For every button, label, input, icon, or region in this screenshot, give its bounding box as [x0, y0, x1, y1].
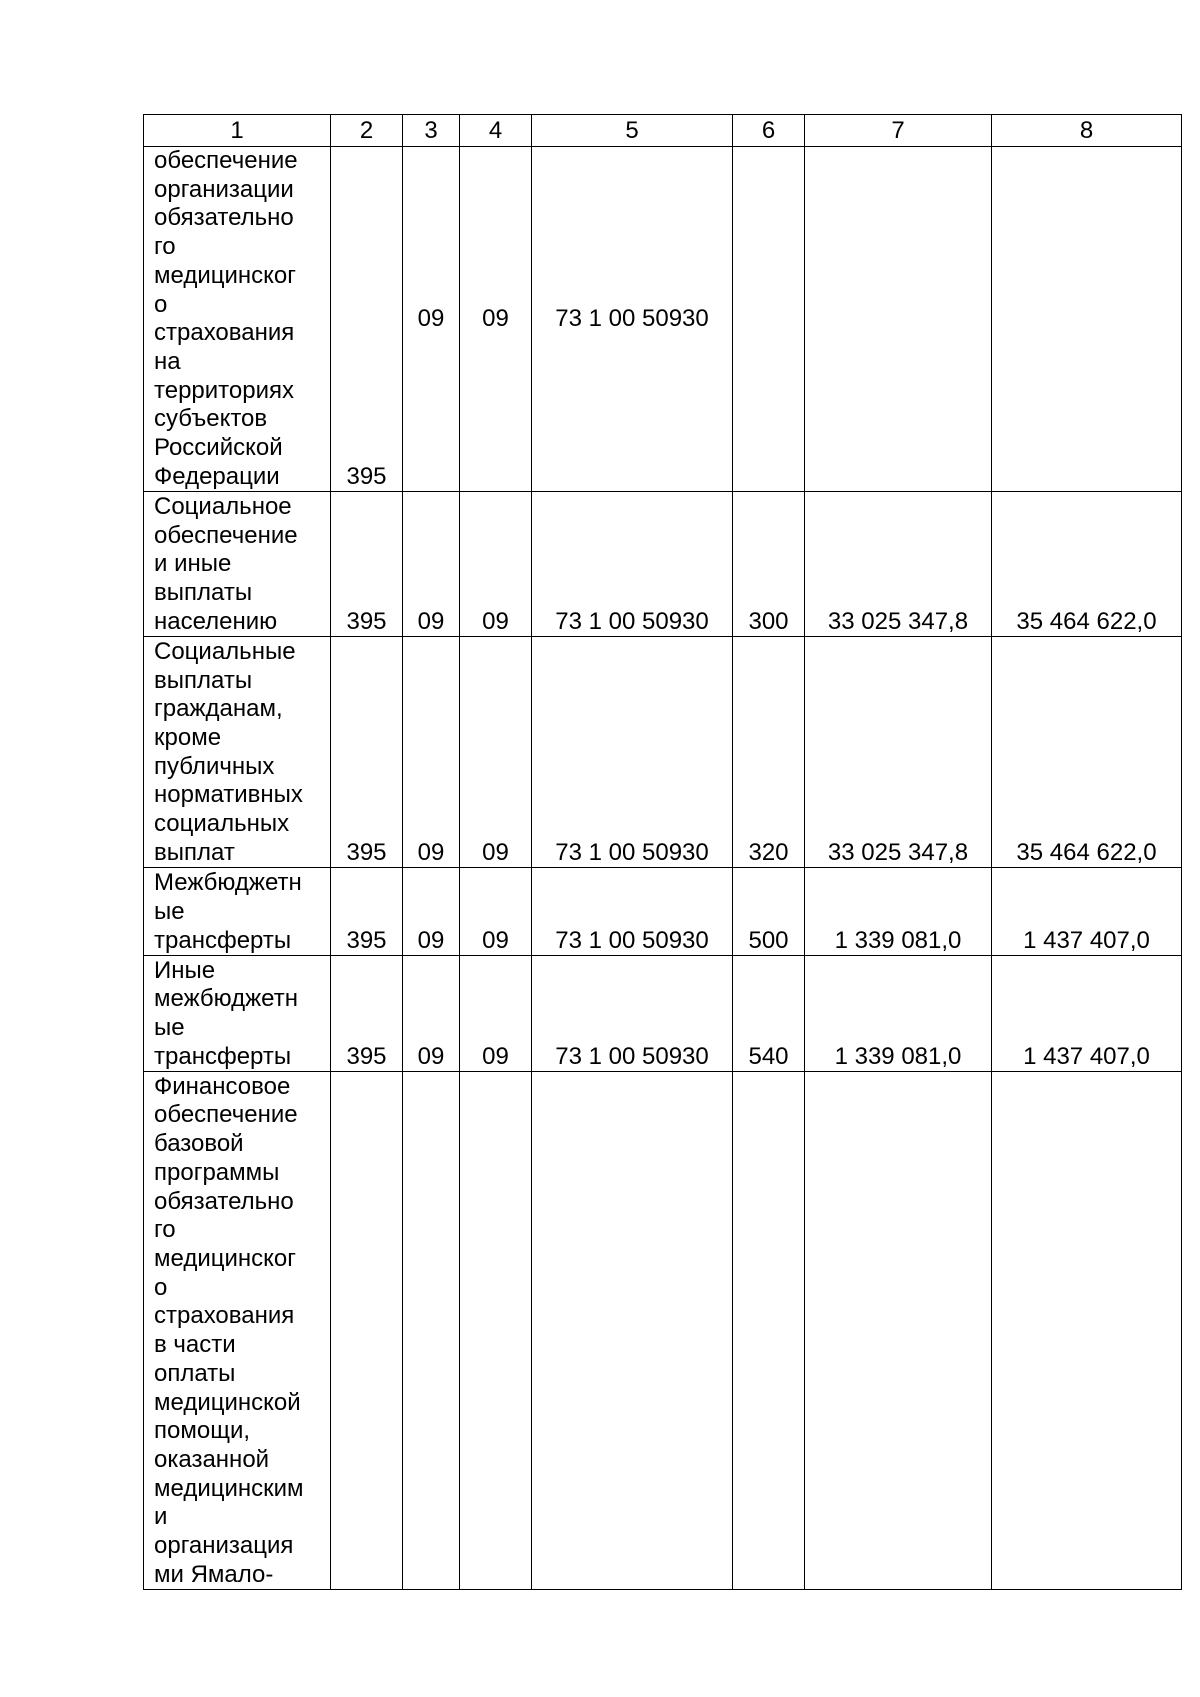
- section-cell: 09: [403, 868, 460, 956]
- table-row: [144, 1072, 1182, 1590]
- row-name-cell: Социальные выплаты гражданам, кроме публичных нормативных социальных выплат: [144, 637, 331, 868]
- expense-type-cell: 300: [733, 492, 805, 637]
- amount-cell: 1 339 081,0: [805, 956, 992, 1072]
- amount-cell: [805, 1072, 992, 1590]
- section-cell: 09: [403, 492, 460, 637]
- table-row: [144, 637, 1182, 868]
- section-cell: 09: [403, 147, 460, 492]
- target-article-cell: [532, 1072, 733, 1590]
- amount-cell: 1 437 407,0: [992, 868, 1182, 956]
- amount-cell: 35 464 622,0: [992, 492, 1182, 637]
- header-cell: 2: [331, 115, 403, 147]
- row-name-cell: обеспечение организации обязательно го медицинског о страхования на территориях субъектов Российской Федерации: [144, 147, 331, 492]
- header-cell: 3: [403, 115, 460, 147]
- header-row: [144, 115, 1182, 147]
- header-cell: 6: [733, 115, 805, 147]
- table-row: [144, 492, 1182, 637]
- target-article-cell: 73 1 00 50930: [532, 868, 733, 956]
- header-cell: 1: [144, 115, 331, 147]
- target-article-cell: 73 1 00 50930: [532, 637, 733, 868]
- amount-cell: 1 437 407,0: [992, 956, 1182, 1072]
- target-article-cell: 73 1 00 50930: [532, 147, 733, 492]
- code-cell: 395: [331, 147, 403, 492]
- table-row: [144, 147, 1182, 492]
- code-cell: 395: [331, 868, 403, 956]
- expense-type-cell: 500: [733, 868, 805, 956]
- amount-cell: 1 339 081,0: [805, 868, 992, 956]
- section-cell: [403, 1072, 460, 1590]
- code-cell: 395: [331, 637, 403, 868]
- row-name-cell: Межбюджетн ые трансферты: [144, 868, 331, 956]
- table-row: [144, 956, 1182, 1072]
- expense-type-cell: [733, 1072, 805, 1590]
- header-cell: 7: [805, 115, 992, 147]
- row-name-cell: Иные межбюджетн ые трансферты: [144, 956, 331, 1072]
- subsection-cell: 09: [460, 492, 532, 637]
- expense-type-cell: 320: [733, 637, 805, 868]
- section-cell: 09: [403, 637, 460, 868]
- subsection-cell: 09: [460, 637, 532, 868]
- subsection-cell: 09: [460, 868, 532, 956]
- amount-cell: 33 025 347,8: [805, 637, 992, 868]
- amount-cell: 35 464 622,0: [992, 637, 1182, 868]
- header-cell: 5: [532, 115, 733, 147]
- expense-type-cell: [733, 147, 805, 492]
- amount-cell: 33 025 347,8: [805, 492, 992, 637]
- amount-cell: [805, 147, 992, 492]
- code-cell: 395: [331, 492, 403, 637]
- target-article-cell: 73 1 00 50930: [532, 956, 733, 1072]
- target-article-cell: 73 1 00 50930: [532, 492, 733, 637]
- amount-cell: [992, 147, 1182, 492]
- table-row: [144, 868, 1182, 956]
- header-cell: 8: [992, 115, 1182, 147]
- section-cell: 09: [403, 956, 460, 1072]
- subsection-cell: [460, 1072, 532, 1590]
- row-name-cell: Социальное обеспечение и иные выплаты населению: [144, 492, 331, 637]
- code-cell: 395: [331, 956, 403, 1072]
- expense-type-cell: 540: [733, 956, 805, 1072]
- code-cell: [331, 1072, 403, 1590]
- subsection-cell: 09: [460, 956, 532, 1072]
- subsection-cell: 09: [460, 147, 532, 492]
- amount-cell: [992, 1072, 1182, 1590]
- header-cell: 4: [460, 115, 532, 147]
- row-name-cell: Финансовое обеспечение базовой программы обязательно го медицинског о страхования в части оплаты медицинской помощи, оказанной медицинским и организация ми Ямало-: [144, 1072, 331, 1590]
- budget-table: [143, 114, 1182, 1590]
